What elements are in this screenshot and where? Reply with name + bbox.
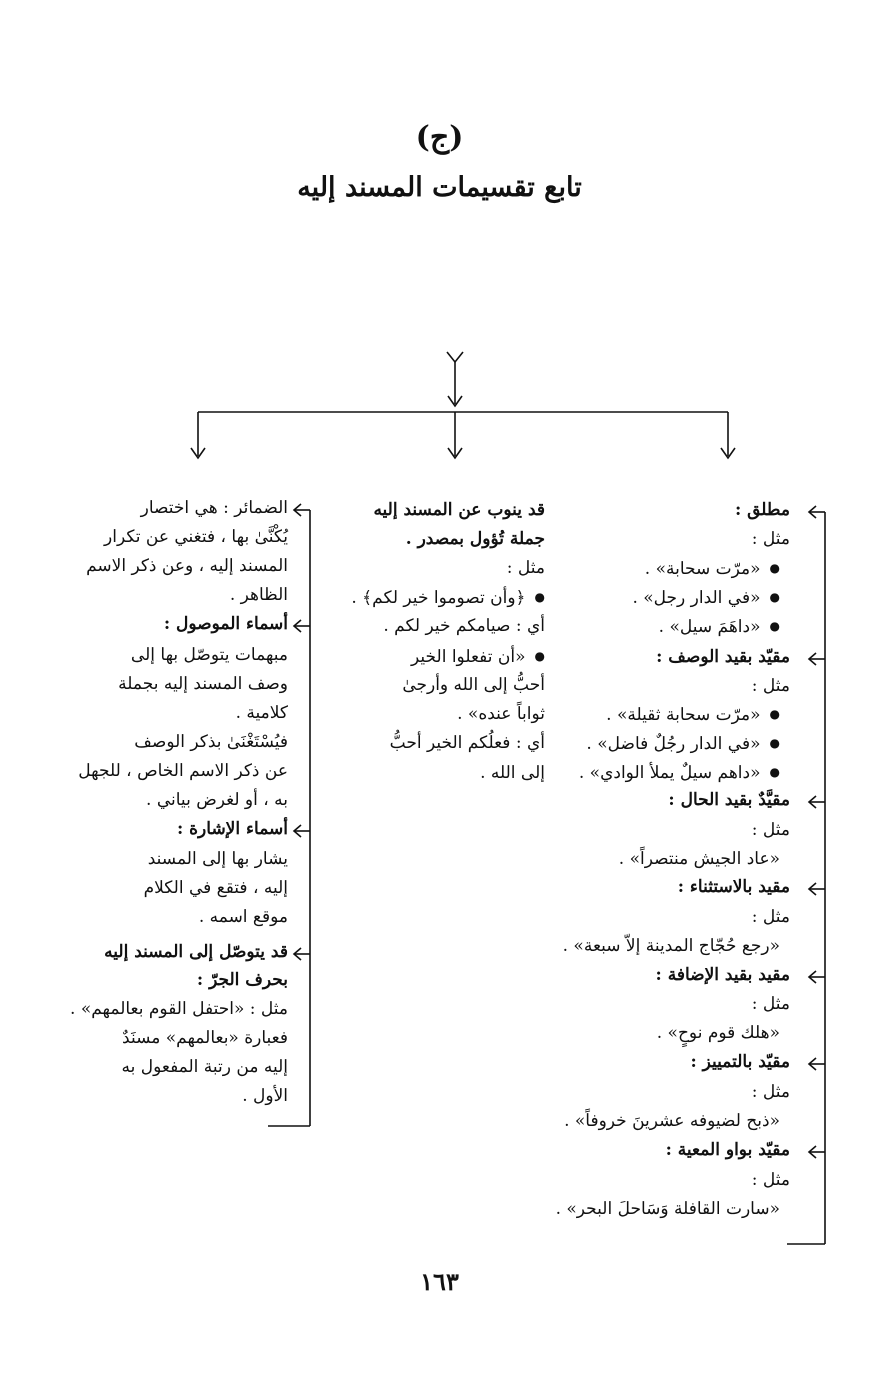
example-item: «رجع حُجّاج المدينة إلاّ سبعة» .	[562, 936, 780, 956]
column-definite-types	[60, 0, 288, 1377]
heading-substitute: قد ينوب عن المسند إليه	[373, 500, 545, 520]
example-label: مثل :	[751, 676, 790, 696]
heading-restricted-by-state: مقيَّدٌ بقيد الحال :	[668, 790, 790, 810]
example-item-cont: ثواباً عنده» .	[457, 704, 545, 724]
demonstrative-line: موقع اسمه .	[198, 907, 288, 927]
example-label: مثل :	[751, 994, 790, 1014]
relative-line: كلامية .	[235, 703, 288, 723]
example-item: ● ﴿وأن تصوموا خير لكم﴾ .	[351, 583, 545, 612]
demonstrative-line: إليه ، فتقع في الكلام	[143, 878, 288, 898]
pronouns-line: المسند إليه ، وعن ذكر الاسم	[86, 556, 288, 576]
example-item: ● «في الدار رجُلٌ فاضل» .	[586, 729, 780, 758]
relative-line: عن ذكر الاسم الخاص ، للجهل	[78, 761, 288, 781]
pronouns-line: الضمائر : هي اختصار	[140, 498, 288, 518]
example-label: مثل :	[751, 1082, 790, 1102]
page-number: ١٦٣	[420, 1267, 459, 1296]
heading-substitute-cont: جملة تُؤول بمصدر .	[405, 529, 545, 549]
example-label: مثل :	[751, 820, 790, 840]
page-title: تابع تقسيمات المسند إليه	[297, 172, 582, 203]
section-letter: (ج)	[415, 120, 464, 155]
preposition-line: إليه من رتبة المفعول به	[121, 1057, 288, 1077]
heading-restricted-by-specification: مقيّد بالتمييز :	[690, 1052, 790, 1072]
heading-restricted-by-annexation: مقيد بقيد الإضافة :	[655, 965, 790, 985]
heading-restricted-by-waw-maiyya: مقيّد بواو المعية :	[665, 1140, 790, 1160]
example-label: مثل :	[751, 529, 790, 549]
example-item: ● «في الدار رجل» .	[632, 583, 780, 612]
example-item: «ذبح لضيوفه عشرينَ خروفاً» .	[564, 1111, 780, 1131]
example-label: مثل :	[751, 1170, 790, 1190]
example-label: مثل :	[506, 558, 545, 578]
example-label: مثل :	[751, 907, 790, 927]
example-item: ● «مرّت سحابة ثقيلة» .	[606, 700, 780, 729]
relative-line: به ، أو لغرض بياني .	[146, 790, 288, 810]
relative-line: مبهمات يتوصّل بها إلى	[130, 645, 288, 665]
relative-line: وصف المسند إليه بجملة	[118, 674, 288, 694]
preposition-line: مثل : «احتفل القوم بعالمهم» .	[70, 999, 288, 1019]
pronouns-line: يُكْنَّىٰ بها ، فتغني عن تكرار	[104, 527, 288, 547]
preposition-line: الأول .	[242, 1086, 288, 1106]
heading-absolute: مطلق :	[734, 500, 790, 520]
explanation-line: أي : فعلُكم الخير أحبُّ	[389, 733, 545, 753]
example-item: «سارت القافلة وَسَاحلَ البحر» .	[555, 1199, 780, 1219]
example-item: «هلك قوم نوحٍ» .	[656, 1023, 780, 1043]
relative-line: فيُسْتَغْنَىٰ بذكر الوصف	[134, 732, 288, 752]
demonstrative-line: يشار بها إلى المسند	[147, 849, 288, 869]
heading-preposition: قد يتوصّل إلى المسند إليه	[104, 942, 288, 962]
example-item: ● «أن تفعلوا الخير	[411, 642, 545, 671]
example-item: «عاد الجيش منتصراً» .	[618, 849, 780, 869]
column-substitute-clause	[330, 0, 545, 1377]
heading-restricted-by-exception: مقيد بالاستثناء :	[677, 877, 790, 897]
pronouns-line: الظاهر .	[229, 585, 288, 605]
example-item: ● «داهم سيلٌ يملأ الوادي» .	[579, 758, 780, 787]
heading-restricted-by-description: مقيّد بقيد الوصف :	[656, 647, 790, 667]
column-restricted-types	[555, 0, 790, 1377]
heading-relative-pronouns: أسماء الموصول :	[163, 614, 288, 634]
explanation-line: أي : صيامكم خير لكم .	[383, 616, 545, 636]
explanation-line: إلى الله .	[480, 763, 545, 783]
example-item-cont: أحبُّ إلى الله وأرجىٰ	[402, 675, 545, 695]
heading-preposition-cont: بحرف الجرّ :	[196, 970, 288, 990]
example-item: ● «مرّت سحابة» .	[645, 554, 780, 583]
example-item: ● «داهَمَ سيل» .	[659, 612, 780, 641]
heading-demonstratives: أسماء الإشارة :	[176, 819, 288, 839]
preposition-line: فعبارة «بعالمهم» مسنَدٌ	[122, 1028, 288, 1048]
